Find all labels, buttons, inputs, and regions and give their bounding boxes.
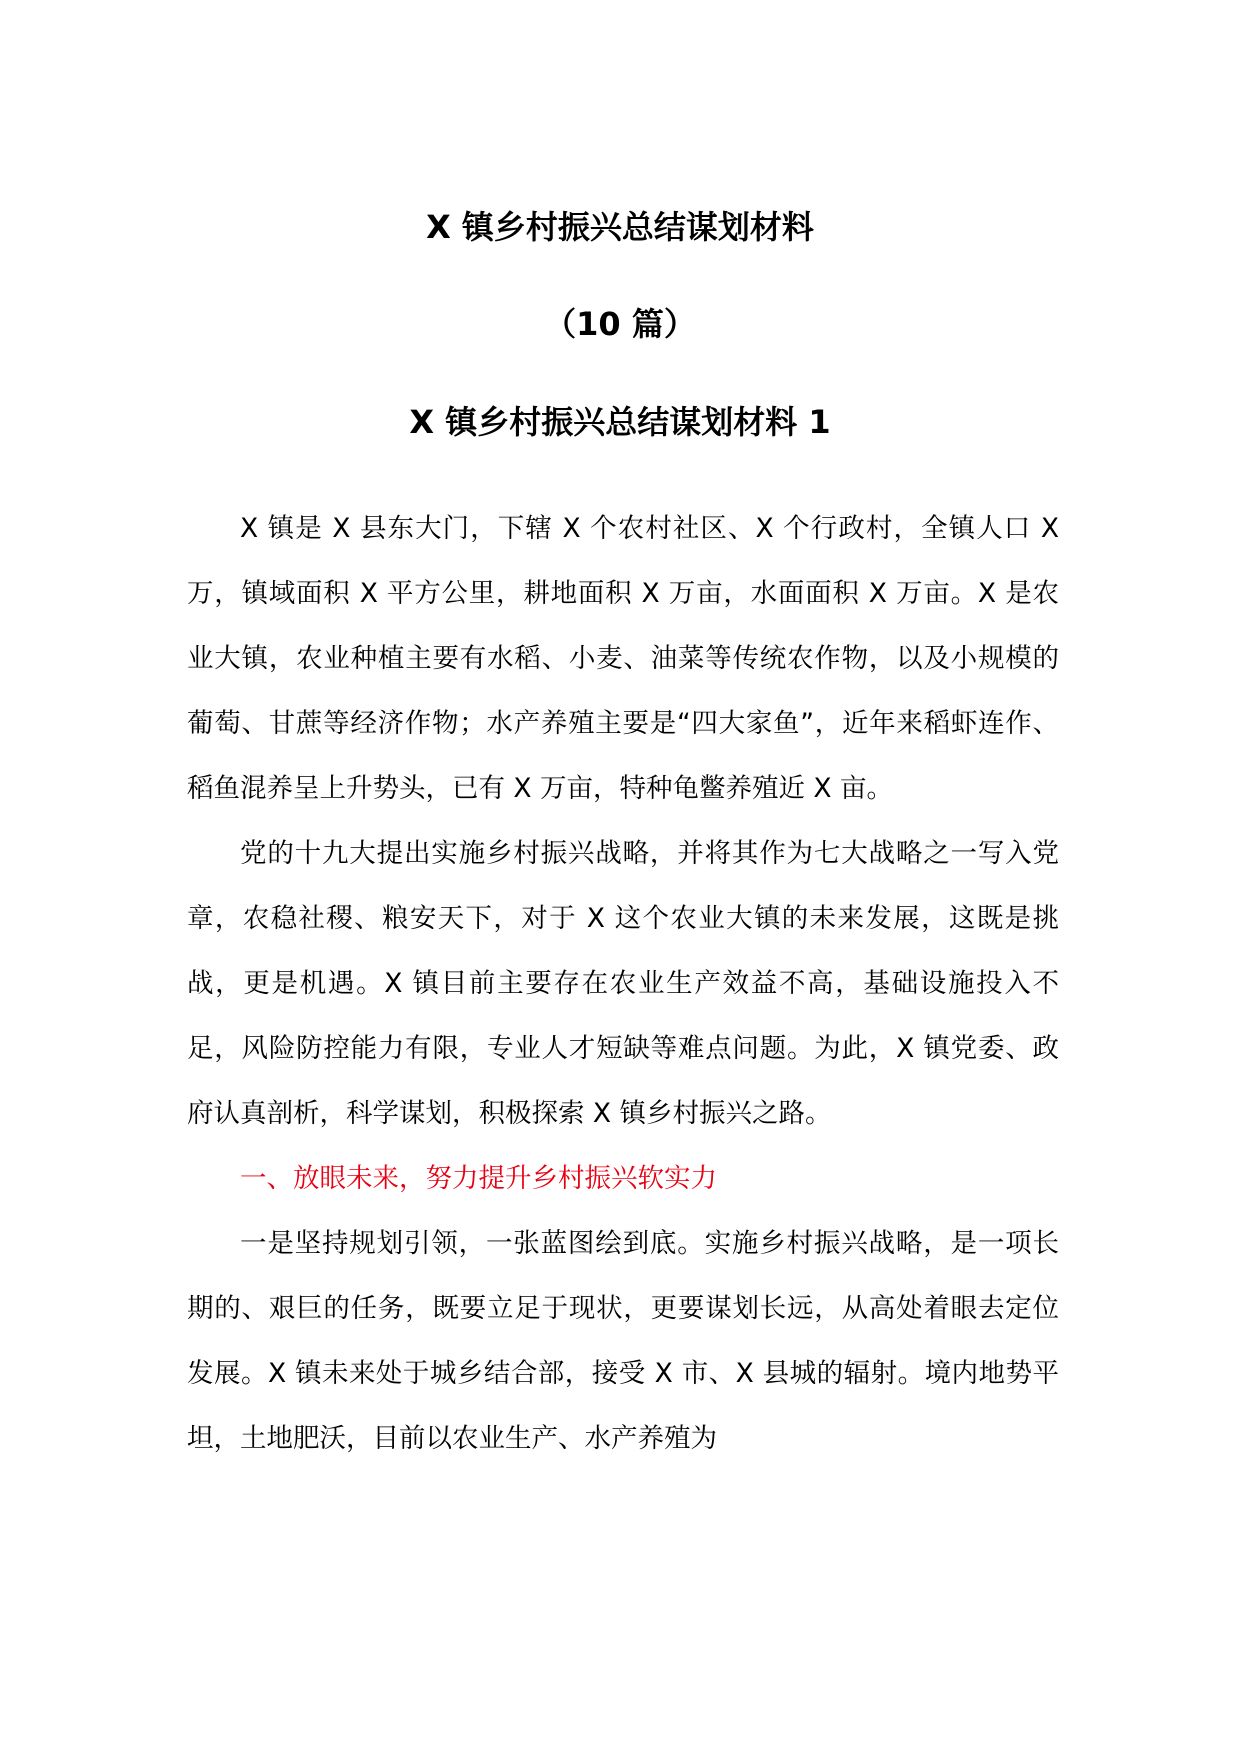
section-title: X 镇乡村振兴总结谋划材料 1 bbox=[409, 403, 831, 441]
document-body bbox=[187, 496, 1059, 1471]
paragraph-planning: 一是坚持规划引领，一张蓝图绘到底。实施乡村振兴战略，是一项长期的、艰巨的任务，既要立足于现状，更要谋划长远，从高处着眼去定位发展。X 镇未来处于城乡结合部，接受 X 市、X 县城的辐射。境内地势平坦，土地肥沃，目前以农业生产、水产养殖为 bbox=[187, 1228, 1059, 1454]
paragraph-intro: X 镇是 X 县东大门，下辖 X 个农村社区、X 个行政村，全镇人口 X 万，镇域面积 X 平方公里，耕地面积 X 万亩，水面面积 X 万亩。X 是农业大镇，农业种植主要有水稻、小麦、油菜等传统农作物，以及小规模的葡萄、甘蔗等经济作物；水产养殖主要是“四大家鱼”，近年来稻虾连作、稻鱼混养呈上升势头，已有 X 万亩，特种龟鳖养殖近 X 亩。 bbox=[187, 513, 1059, 804]
document-title: X 镇乡村振兴总结谋划材料 bbox=[426, 208, 814, 246]
paragraph-strategy: 党的十九大提出实施乡村振兴战略，并将其作为七大战略之一写入党章，农稳社稷、粮安天下，对于 X 这个农业大镇的未来发展，这既是挑战，更是机遇。X 镇目前主要存在农业生产效益不高，基础设施投入不足，风险防控能力有限，专业人才短缺等难点问题。为此，X 镇党委、政府认真剖析，科学谋划，积极探索 X 镇乡村振兴之路。 bbox=[187, 838, 1059, 1129]
document-subtitle: （10 篇） bbox=[544, 305, 696, 343]
section-heading-1: 一、放眼未来，努力提升乡村振兴软实力 bbox=[240, 1163, 717, 1194]
